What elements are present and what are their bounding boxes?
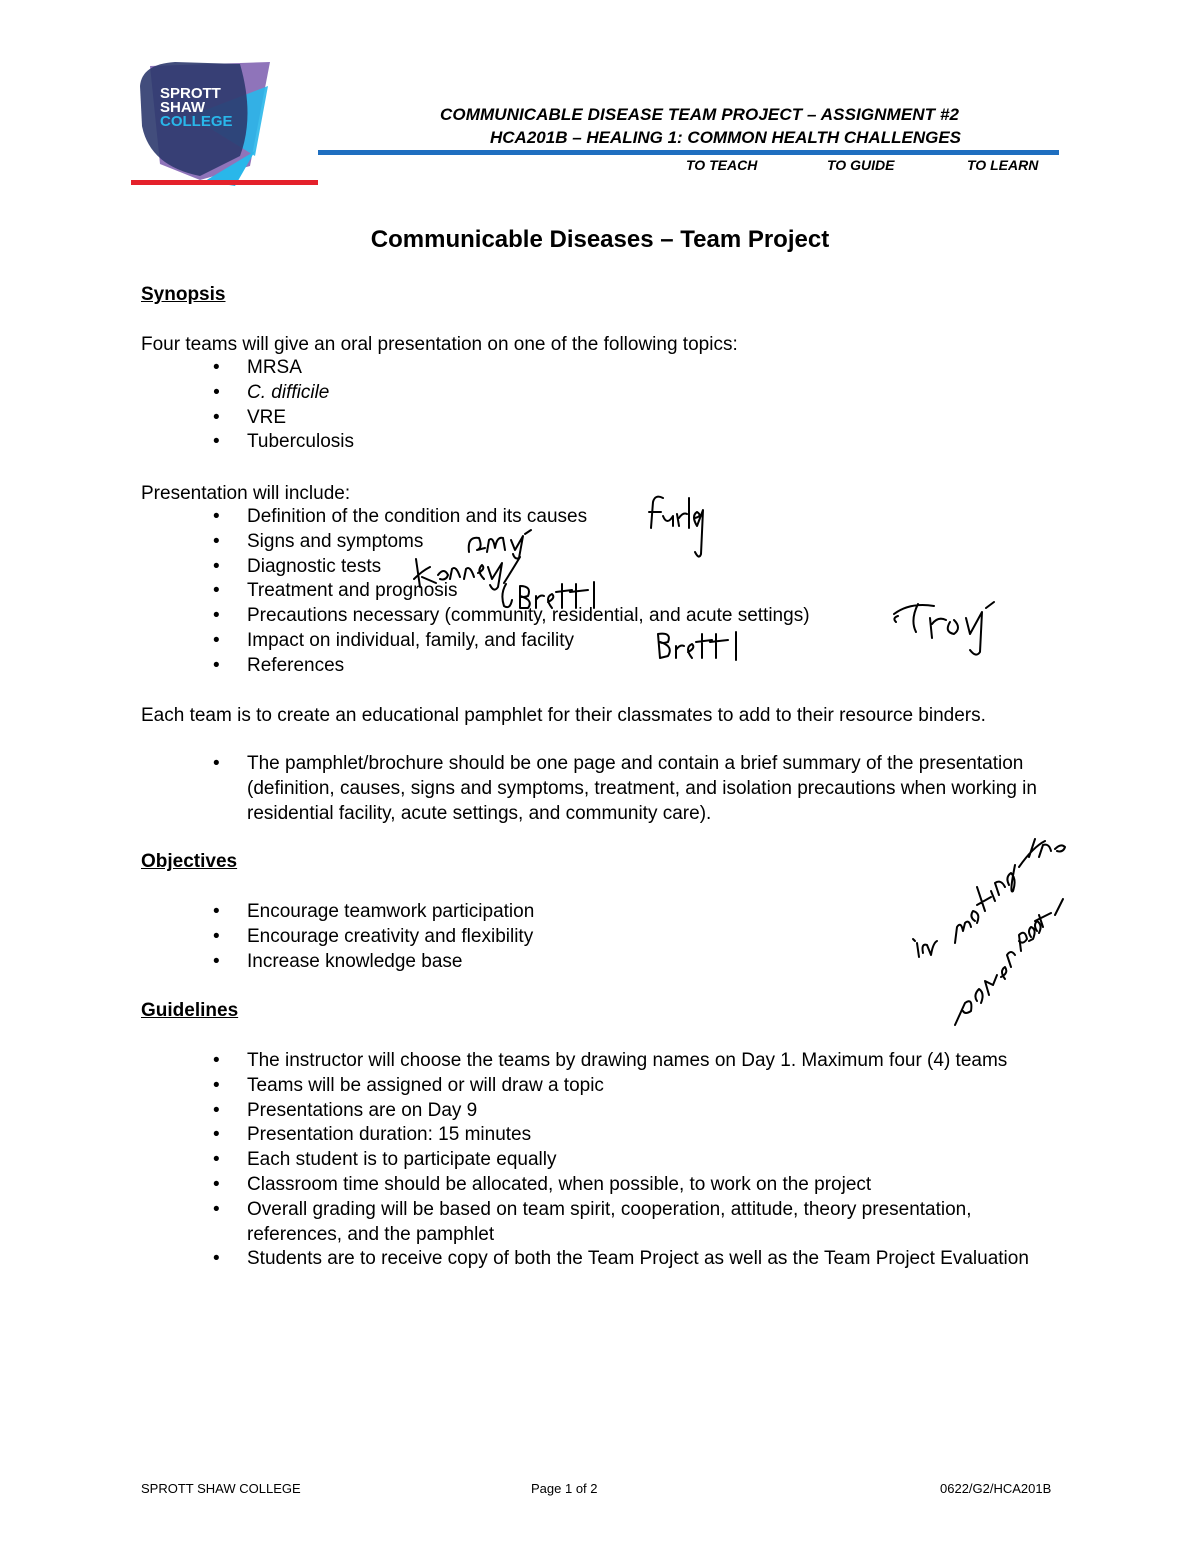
motto-guide: TO GUIDE — [827, 157, 895, 173]
list-item: • Precautions necessary (community, residential, and acute settings) — [247, 604, 810, 629]
list-item: • Presentation duration: 15 minutes — [247, 1123, 1057, 1148]
logo-line1: SPROTT — [160, 85, 221, 102]
list-item: • References — [247, 654, 810, 679]
document-title: Communicable Diseases – Team Project — [370, 226, 830, 253]
handwritten-note-powerpoint — [905, 835, 1075, 1045]
logo-line2: SHAW — [160, 99, 205, 116]
objectives-heading: Objectives — [141, 851, 238, 872]
list-item: • Diagnostic tests — [247, 555, 810, 580]
list-item: • Classroom time should be allocated, when possible, to work on the project — [247, 1173, 1057, 1198]
handwritten-name-troy — [890, 598, 1000, 658]
synopsis-heading: Synopsis — [141, 284, 226, 305]
topic-list — [247, 356, 354, 455]
header-title-line2: HCA201B – HEALING 1: COMMON HEALTH CHALLENGES — [490, 128, 961, 147]
list-item: • Signs and symptoms — [247, 530, 810, 555]
logo-line3: COLLEGE — [160, 113, 233, 130]
presentation-intro: Presentation will include: — [141, 483, 351, 504]
list-item: • Each student is to participate equally — [247, 1148, 1057, 1173]
list-item: • Overall grading will be based on team spirit, cooperation, attitude, theory presentation, references, and the pamphlet — [247, 1198, 1057, 1248]
footer-college: SPROTT SHAW COLLEGE — [141, 1481, 301, 1496]
header-title-line1: COMMUNICABLE DISEASE TEAM PROJECT – ASSIGNMENT #2 — [440, 105, 960, 124]
list-item: • Encourage teamwork participation — [247, 900, 534, 925]
guidelines-heading: Guidelines — [141, 1000, 239, 1021]
handwritten-name-brett — [498, 578, 608, 614]
list-item: • Tuberculosis — [247, 430, 354, 455]
blue-divider — [318, 150, 1059, 155]
guidelines-list — [247, 1049, 1057, 1272]
handwritten-name-brett-2 — [652, 628, 747, 664]
pamphlet-list — [247, 752, 1057, 826]
list-item: • Increase knowledge base — [247, 950, 534, 975]
list-item: • Encourage creativity and flexibility — [247, 925, 534, 950]
list-item: • Presentations are on Day 9 — [247, 1099, 1057, 1124]
footer-page-number: Page 1 of 2 — [531, 1481, 598, 1496]
handwritten-name-farley — [645, 490, 710, 560]
list-item: • The pamphlet/brochure should be one page and contain a brief summary of the presentation (definition, causes, signs and symptoms, treatment, and isolation precautions when working in residential facility, acute settings, and community care). — [247, 752, 1057, 826]
pamphlet-intro: Each team is to create an educational pamphlet for their classmates to add to their resource binders. — [141, 705, 986, 726]
list-item: • MRSA — [247, 356, 354, 381]
motto-teach: TO TEACH — [686, 157, 758, 173]
college-logo — [130, 56, 320, 186]
list-item: • Impact on individual, family, and facility — [247, 629, 810, 654]
list-item: • Definition of the condition and its causes — [247, 505, 810, 530]
red-divider — [131, 180, 318, 185]
motto-learn: TO LEARN — [967, 157, 1039, 173]
objectives-list — [247, 900, 534, 974]
list-item: • Students are to receive copy of both the Team Project as well as the Team Project Evaluation — [247, 1247, 1057, 1272]
synopsis-intro: Four teams will give an oral presentation on one of the following topics: — [141, 334, 738, 355]
list-item: • VRE — [247, 406, 354, 431]
list-item: • Treatment and prognosis — [247, 579, 810, 604]
footer-doc-code: 0622/G2/HCA201B — [940, 1481, 1052, 1496]
list-item: • C. difficile — [247, 381, 354, 406]
list-item: • The instructor will choose the teams by drawing names on Day 1. Maximum four (4) teams — [247, 1049, 1057, 1074]
list-item: • Teams will be assigned or will draw a topic — [247, 1074, 1057, 1099]
